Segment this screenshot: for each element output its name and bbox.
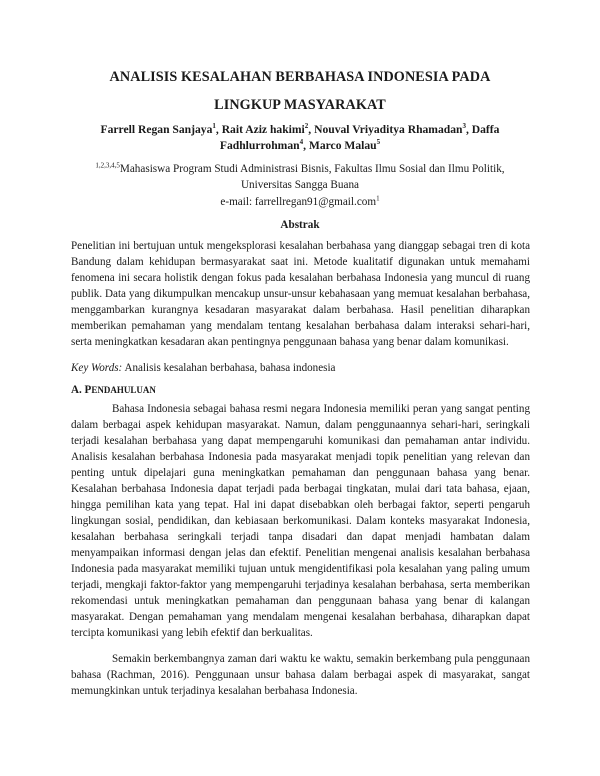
keywords bbox=[71, 362, 530, 374]
affiliation-text: Mahasiswa Program Studi Administrasi Bisnis, Fakultas Ilmu Sosial dan Ilmu Politik, Universitas Sangga Buana bbox=[119, 163, 505, 191]
abstract-text: Penelitian ini bertujuan untuk mengeksplorasi kesalahan berbahasa yang dianggap sebagai tren di kota Bandung dalam kehidupan bermasyarakat saat ini. Metode kualitatif digunakan untuk memahami fenomena ini secara holistik dengan fokus pada kesalahan berbahasa Indonesia yang muncul di ruang publik. Data yang dikumpulkan mencakup unsur-unsur kebahasaan yang memuat kesalahan berbahasa, menggambarkan kurangnya kesadaran masyarakat dalam berbahasa. Hasil penelitian diharapkan memberikan pemahaman yang mendalam tentang kesalahan berbahasa dalam interaksi sehari-hari, serta meningkatkan kesadaran akan pentingnya penggunaan bahasa yang benar dalam komunikasi. bbox=[71, 240, 530, 348]
abstract-heading: Abstrak bbox=[280, 219, 320, 231]
email-sup: 1 bbox=[376, 194, 380, 203]
author-name: Farrell Regan Sanjaya bbox=[100, 123, 213, 136]
author-name: Rait Aziz hakimi bbox=[221, 123, 305, 136]
author-separator: , bbox=[308, 123, 315, 136]
author-separator: , bbox=[215, 123, 222, 136]
author-separator: , bbox=[465, 123, 472, 136]
author-list bbox=[60, 122, 540, 154]
author-sup: 5 bbox=[376, 138, 381, 147]
author-sup: 3 bbox=[462, 122, 466, 131]
author-separator: , bbox=[303, 139, 309, 152]
author-name: Daffa Fadhlurrohman bbox=[219, 123, 500, 152]
body-paragraph-2: Semakin berkembangnya zaman dari waktu ke waktu, semakin berkembang pula penggunaan bahasa (Rachman, 2016). Penggunaan unsur bahasa dalam berbagai aspek di masyarakat, sangat memungkinkan untuk terjadinya kesalahan berbahasa Indonesia. bbox=[71, 653, 530, 697]
author-name: Marco Malau bbox=[308, 139, 377, 152]
keywords-label: Key Words: bbox=[71, 362, 123, 374]
paper-title-line-2: LINGKUP MASYARAKAT bbox=[214, 97, 386, 113]
author-email bbox=[0, 196, 600, 208]
email-text: e-mail: farrellregan91@gmail.com bbox=[220, 196, 377, 208]
section-heading-prefix: A. P bbox=[71, 384, 92, 396]
body-paragraph-1: Bahasa Indonesia sebagai bahasa resmi negara Indonesia memiliki peran yang sangat penting dalam berbagai aspek kehidupan masyarakat. Namun, dalam penggunaannya sehari-hari, seringkali terjadi kesalahan berbahasa yang dapat mempengaruhi komunikasi dan pemahaman antar individu. Analisis kesalahan berbahasa Indonesia pada masyarakat menjadi topik penelitian yang relevan dan penting untuk dipelajari guna meningkatkan pemahaman dan penggunaan bahasa yang benar. Kesalahan berbahasa Indonesia dapat terjadi pada berbagai tingkatan, mulai dari tata bahasa, ejaan, hingga pemilihan kata yang tepat. Hal ini dapat disebabkan oleh berbagai faktor, seperti pengaruh lingkungan sosial, pendidikan, dan kebiasaan berkomunikasi. Dalam konteks masyarakat Indonesia, kesalahan berbahasa seringkali terjadi tanpa disadari dan dapat menjadi hambatan dalam menyampaikan informasi dengan jelas dan efektif. Penelitian mengenai analisis kesalahan berbahasa Indonesia pada masyarakat memiliki tujuan untuk mengidentifikasi pola kesalahan yang paling umum terjadi, mengkaji faktor-faktor yang mempengaruhi terjadinya kesalahan berbahasa, serta memberikan rekomendasi untuk meningkatkan pemahaman dan penggunaan bahasa yang benar di kalangan masyarakat. Dengan pemahaman yang mendalam mengenai kesalahan berbahasa, diharapkan dapat tercipta komunikasi yang lebih efektif dan berkualitas. bbox=[71, 403, 530, 639]
author-sup: 2 bbox=[304, 122, 309, 131]
author-name: Nouval Vriyaditya Rhamadan bbox=[314, 123, 463, 136]
section-heading-pendahuluan bbox=[71, 384, 156, 396]
author-sup: 4 bbox=[299, 138, 304, 147]
affiliation-sup: 1,2,3,4,5 bbox=[95, 161, 120, 170]
keywords-text: Analisis kesalahan berbahasa, bahasa indonesia bbox=[124, 362, 336, 374]
paper-title-line-1: ANALISIS KESALAHAN BERBAHASA INDONESIA PADA bbox=[109, 69, 491, 85]
affiliation bbox=[90, 161, 510, 193]
section-heading-rest: ENDAHULUAN bbox=[91, 385, 156, 395]
author-sup: 1 bbox=[212, 122, 216, 131]
